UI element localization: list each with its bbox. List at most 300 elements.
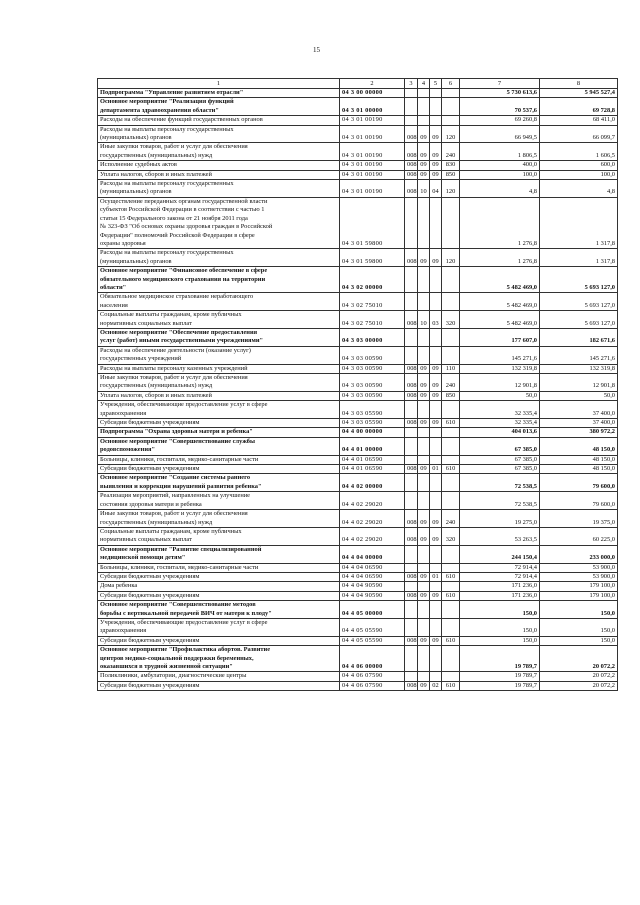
header-cell: 2	[340, 79, 405, 89]
subsection-code-cell	[430, 437, 442, 455]
subsection-code-cell: 09	[430, 374, 442, 392]
subsection-code-cell	[430, 197, 442, 248]
expense-type-cell: 610	[442, 681, 460, 690]
table-row	[98, 527, 618, 545]
expense-type-cell: 120	[442, 125, 460, 143]
ministry-code-cell	[405, 428, 418, 437]
item-name-cell: Основное мероприятие "Развитие специализированной медицинской помощи детям"	[98, 545, 340, 563]
item-name-cell: Уплата налогов, сборов и иных платежей	[98, 170, 340, 179]
amount-year1-cell: 67 385,0	[460, 437, 540, 455]
table-row	[98, 125, 618, 143]
subsection-code-cell: 09	[430, 249, 442, 267]
item-name-cell: Основное мероприятие "Реализация функций департамента здравоохранения области"	[98, 98, 340, 116]
item-name-cell: Обязательное медицинское страхование неработающего населения	[98, 293, 340, 311]
item-code-cell: 04 4 04 90590	[340, 582, 405, 591]
item-name-cell: Основное мероприятие "Совершенствование службы родовспоможения"	[98, 437, 340, 455]
item-name-cell: Субсидии бюджетным учреждениям	[98, 591, 340, 600]
item-name-cell: Подпрограмма "Охрана здоровья матери и ребенка"	[98, 428, 340, 437]
subsection-code-cell	[430, 293, 442, 311]
expense-type-cell	[442, 98, 460, 116]
item-name-cell: Поликлиники, амбулатории, диагностические центры	[98, 672, 340, 681]
ministry-code-cell: 008	[405, 391, 418, 400]
ministry-code-cell: 008	[405, 681, 418, 690]
section-code-cell	[418, 346, 430, 364]
subsection-code-cell	[430, 545, 442, 563]
item-name-cell: Основное мероприятие "Финансовое обеспечение в сфере обязательного медицинского страхования на территории области"	[98, 267, 340, 293]
item-name-cell: Социальные выплаты гражданам, кроме публичных нормативных социальных выплат	[98, 527, 340, 545]
item-code-cell: 04 3 02 75010	[340, 311, 405, 329]
item-name-cell: Основное мероприятие "Совершенствование методов борьбы с вертикальной передачей ВИЧ от матери к плоду"	[98, 601, 340, 619]
expense-type-cell	[442, 437, 460, 455]
ministry-code-cell: 008	[405, 419, 418, 428]
ministry-code-cell: 008	[405, 170, 418, 179]
header-cell: 4	[418, 79, 430, 89]
item-code-cell: 04 3 03 00590	[340, 374, 405, 392]
item-code-cell: 04 3 03 00590	[340, 364, 405, 373]
section-code-cell	[418, 267, 430, 293]
amount-year1-cell: 171 236,0	[460, 582, 540, 591]
amount-year2-cell: 1 606,5	[540, 143, 618, 161]
table-row	[98, 249, 618, 267]
amount-year2-cell: 79 600,0	[540, 492, 618, 510]
item-code-cell: 04 3 01 00190	[340, 161, 405, 170]
item-code-cell: 04 3 02 00000	[340, 267, 405, 293]
subsection-code-cell: 09	[430, 419, 442, 428]
item-code-cell: 04 4 04 00000	[340, 545, 405, 563]
amount-year2-cell: 20 072,2	[540, 681, 618, 690]
ministry-code-cell	[405, 293, 418, 311]
amount-year2-cell: 12 901,8	[540, 374, 618, 392]
table-row	[98, 89, 618, 98]
expense-type-cell	[442, 455, 460, 464]
item-code-cell: 04 4 04 06590	[340, 572, 405, 581]
table-row	[98, 170, 618, 179]
table-row	[98, 582, 618, 591]
header-cell: 8	[540, 79, 618, 89]
item-code-cell: 04 3 03 05590	[340, 419, 405, 428]
amount-year1-cell: 150,0	[460, 636, 540, 645]
amount-year2-cell: 20 072,2	[540, 646, 618, 672]
ministry-code-cell	[405, 437, 418, 455]
item-name-cell: Основное мероприятие "Создание системы раннего выявления и коррекции нарушений развития ребенка"	[98, 474, 340, 492]
amount-year2-cell: 150,0	[540, 601, 618, 619]
amount-year2-cell: 100,0	[540, 170, 618, 179]
expense-type-cell: 240	[442, 510, 460, 528]
item-code-cell: 04 4 01 00000	[340, 437, 405, 455]
item-name-cell: Осуществление переданных органам государственной власти субъектов Российской Федерации в соответствии с частью 1 статьи 15 Федерального закона от 21 ноября 2011 года № 323-ФЗ "Об основах охраны здоровья граждан в Российской Федерации" полномочий Российской Федерации в сфере охраны здоровья	[98, 197, 340, 248]
expense-type-cell	[442, 89, 460, 98]
item-name-cell: Реализация мероприятий, направленных на улучшение состояния здоровья матери и ребенка	[98, 492, 340, 510]
ministry-code-cell: 008	[405, 364, 418, 373]
item-code-cell: 04 4 02 29020	[340, 510, 405, 528]
table-row	[98, 428, 618, 437]
item-name-cell: Расходы на выплаты персоналу государственных (муниципальных) органов	[98, 249, 340, 267]
subsection-code-cell: 09	[430, 391, 442, 400]
amount-year1-cell: 4,8	[460, 180, 540, 198]
amount-year2-cell: 53 900,0	[540, 563, 618, 572]
section-code-cell	[418, 474, 430, 492]
expense-type-cell	[442, 601, 460, 619]
amount-year1-cell: 1 806,5	[460, 143, 540, 161]
section-code-cell	[418, 582, 430, 591]
expense-type-cell: 120	[442, 180, 460, 198]
subsection-code-cell	[430, 328, 442, 346]
expense-type-cell	[442, 563, 460, 572]
item-code-cell: 04 4 05 00000	[340, 601, 405, 619]
item-code-cell: 04 3 01 59800	[340, 249, 405, 267]
subsection-code-cell	[430, 672, 442, 681]
table-row	[98, 545, 618, 563]
table-row	[98, 572, 618, 581]
table-row	[98, 328, 618, 346]
ministry-code-cell: 008	[405, 572, 418, 581]
ministry-code-cell	[405, 197, 418, 248]
item-name-cell: Субсидии бюджетным учреждениям	[98, 465, 340, 474]
section-code-cell	[418, 197, 430, 248]
table-row	[98, 492, 618, 510]
subsection-code-cell: 01	[430, 465, 442, 474]
section-code-cell: 09	[418, 419, 430, 428]
item-name-cell: Дома ребенка	[98, 582, 340, 591]
section-code-cell: 09	[418, 374, 430, 392]
expense-type-cell	[442, 474, 460, 492]
ministry-code-cell	[405, 455, 418, 464]
section-code-cell	[418, 428, 430, 437]
ministry-code-cell	[405, 328, 418, 346]
subsection-code-cell	[430, 601, 442, 619]
table-row	[98, 197, 618, 248]
table-row	[98, 401, 618, 419]
section-code-cell: 09	[418, 572, 430, 581]
amount-year1-cell: 132 319,8	[460, 364, 540, 373]
section-code-cell	[418, 437, 430, 455]
amount-year1-cell: 400,0	[460, 161, 540, 170]
item-name-cell: Субсидии бюджетным учреждениям	[98, 681, 340, 690]
subsection-code-cell	[430, 492, 442, 510]
ministry-code-cell	[405, 563, 418, 572]
item-code-cell: 04 4 01 06590	[340, 465, 405, 474]
section-code-cell	[418, 601, 430, 619]
amount-year2-cell: 48 150,0	[540, 455, 618, 464]
amount-year1-cell: 404 013,6	[460, 428, 540, 437]
expense-type-cell: 120	[442, 249, 460, 267]
subsection-code-cell: 02	[430, 681, 442, 690]
amount-year1-cell: 12 901,8	[460, 374, 540, 392]
table-row	[98, 591, 618, 600]
table-row	[98, 364, 618, 373]
section-code-cell: 09	[418, 465, 430, 474]
table-row	[98, 180, 618, 198]
expense-type-cell	[442, 672, 460, 681]
item-name-cell: Субсидии бюджетным учреждениям	[98, 419, 340, 428]
amount-year2-cell: 5 693 127,0	[540, 267, 618, 293]
table-row	[98, 293, 618, 311]
expense-type-cell	[442, 328, 460, 346]
header-cell: 6	[442, 79, 460, 89]
table-row	[98, 455, 618, 464]
amount-year2-cell: 48 150,0	[540, 465, 618, 474]
section-code-cell: 09	[418, 681, 430, 690]
table-row	[98, 601, 618, 619]
amount-year1-cell: 66 949,5	[460, 125, 540, 143]
amount-year1-cell: 171 236,0	[460, 591, 540, 600]
item-name-cell: Расходы на выплаты персоналу государственных (муниципальных) органов	[98, 125, 340, 143]
section-code-cell: 09	[418, 636, 430, 645]
subsection-code-cell: 09	[430, 591, 442, 600]
item-name-cell: Больницы, клиники, госпитали, медико-санитарные части	[98, 563, 340, 572]
ministry-code-cell	[405, 89, 418, 98]
amount-year2-cell: 53 900,0	[540, 572, 618, 581]
amount-year1-cell: 72 538,5	[460, 492, 540, 510]
amount-year1-cell: 5 482 469,0	[460, 267, 540, 293]
table-row	[98, 143, 618, 161]
section-code-cell: 09	[418, 161, 430, 170]
amount-year1-cell: 5 730 613,6	[460, 89, 540, 98]
table-row	[98, 465, 618, 474]
ministry-code-cell	[405, 582, 418, 591]
expense-type-cell	[442, 618, 460, 636]
item-code-cell: 04 4 05 05590	[340, 618, 405, 636]
subsection-code-cell: 09	[430, 125, 442, 143]
amount-year2-cell: 37 400,0	[540, 401, 618, 419]
subsection-code-cell	[430, 428, 442, 437]
item-name-cell: Субсидии бюджетным учреждениям	[98, 636, 340, 645]
item-code-cell: 04 4 02 29020	[340, 492, 405, 510]
ministry-code-cell	[405, 646, 418, 672]
amount-year2-cell: 179 100,0	[540, 582, 618, 591]
amount-year1-cell: 67 385,0	[460, 465, 540, 474]
table-row	[98, 646, 618, 672]
table-row	[98, 419, 618, 428]
amount-year2-cell: 4,8	[540, 180, 618, 198]
section-code-cell	[418, 618, 430, 636]
item-name-cell: Расходы на обеспечение функций государственных органов	[98, 116, 340, 125]
amount-year1-cell: 150,0	[460, 601, 540, 619]
item-code-cell: 04 4 02 00000	[340, 474, 405, 492]
expense-type-cell: 240	[442, 143, 460, 161]
amount-year2-cell: 5 693 127,0	[540, 311, 618, 329]
expense-type-cell: 110	[442, 364, 460, 373]
table-row	[98, 346, 618, 364]
subsection-code-cell: 04	[430, 180, 442, 198]
expense-type-cell	[442, 582, 460, 591]
section-code-cell: 09	[418, 125, 430, 143]
table-row	[98, 374, 618, 392]
item-code-cell: 04 3 01 00000	[340, 98, 405, 116]
amount-year2-cell: 182 671,6	[540, 328, 618, 346]
expense-type-cell: 610	[442, 419, 460, 428]
item-name-cell: Учреждения, обеспечивающие предоставление услуг в сфере здравоохранения	[98, 618, 340, 636]
section-code-cell	[418, 545, 430, 563]
section-code-cell: 10	[418, 180, 430, 198]
table-row	[98, 474, 618, 492]
ministry-code-cell: 008	[405, 249, 418, 267]
ministry-code-cell	[405, 116, 418, 125]
amount-year1-cell: 32 335,4	[460, 401, 540, 419]
subsection-code-cell	[430, 474, 442, 492]
item-code-cell: 04 4 06 07590	[340, 681, 405, 690]
amount-year1-cell: 70 537,6	[460, 98, 540, 116]
item-code-cell: 04 4 02 29020	[340, 527, 405, 545]
expense-type-cell	[442, 116, 460, 125]
expense-type-cell: 830	[442, 161, 460, 170]
expense-type-cell	[442, 197, 460, 248]
amount-year2-cell: 179 100,0	[540, 591, 618, 600]
header-cell: 7	[460, 79, 540, 89]
section-code-cell: 09	[418, 364, 430, 373]
item-code-cell: 04 3 01 00190	[340, 170, 405, 179]
amount-year2-cell: 60 225,0	[540, 527, 618, 545]
expense-type-cell	[442, 646, 460, 672]
ministry-code-cell: 008	[405, 125, 418, 143]
section-code-cell: 09	[418, 170, 430, 179]
expense-type-cell: 850	[442, 391, 460, 400]
section-code-cell: 09	[418, 249, 430, 267]
amount-year2-cell: 233 000,0	[540, 545, 618, 563]
item-code-cell: 04 3 02 75010	[340, 293, 405, 311]
expense-type-cell	[442, 545, 460, 563]
header-cell: 3	[405, 79, 418, 89]
section-code-cell	[418, 646, 430, 672]
amount-year2-cell: 66 099,7	[540, 125, 618, 143]
subsection-code-cell	[430, 582, 442, 591]
amount-year2-cell: 380 972,2	[540, 428, 618, 437]
item-code-cell: 04 3 01 00190	[340, 125, 405, 143]
subsection-code-cell: 03	[430, 311, 442, 329]
ministry-code-cell: 008	[405, 510, 418, 528]
amount-year1-cell: 19 789,7	[460, 672, 540, 681]
expense-type-cell: 610	[442, 465, 460, 474]
subsection-code-cell: 09	[430, 170, 442, 179]
item-name-cell: Иные закупки товаров, работ и услуг для обеспечения государственных (муниципальных) нужд	[98, 510, 340, 528]
table-row	[98, 510, 618, 528]
item-name-cell: Уплата налогов, сборов и иных платежей	[98, 391, 340, 400]
ministry-code-cell	[405, 98, 418, 116]
expense-type-cell: 610	[442, 591, 460, 600]
amount-year2-cell: 20 072,2	[540, 672, 618, 681]
table-row	[98, 563, 618, 572]
item-code-cell: 04 3 03 00590	[340, 391, 405, 400]
table-row	[98, 681, 618, 690]
expense-type-cell: 240	[442, 374, 460, 392]
ministry-code-cell	[405, 618, 418, 636]
table-row	[98, 391, 618, 400]
ministry-code-cell: 008	[405, 465, 418, 474]
item-code-cell: 04 4 06 07590	[340, 672, 405, 681]
ministry-code-cell: 008	[405, 180, 418, 198]
amount-year2-cell: 132 319,8	[540, 364, 618, 373]
item-code-cell: 04 4 00 00000	[340, 428, 405, 437]
item-name-cell: Основное мероприятие "Обеспечение предоставления услуг (работ) иными государственными учреждениями"	[98, 328, 340, 346]
expense-type-cell	[442, 401, 460, 419]
subsection-code-cell	[430, 346, 442, 364]
item-code-cell: 04 3 03 00000	[340, 328, 405, 346]
item-code-cell: 04 3 01 59800	[340, 197, 405, 248]
ministry-code-cell: 008	[405, 591, 418, 600]
subsection-code-cell	[430, 401, 442, 419]
amount-year2-cell: 600,0	[540, 161, 618, 170]
item-code-cell: 04 4 05 05590	[340, 636, 405, 645]
amount-year2-cell: 1 317,8	[540, 197, 618, 248]
section-code-cell	[418, 328, 430, 346]
subsection-code-cell	[430, 646, 442, 672]
subsection-code-cell	[430, 563, 442, 572]
amount-year2-cell: 1 317,8	[540, 249, 618, 267]
section-code-cell	[418, 672, 430, 681]
subsection-code-cell: 09	[430, 143, 442, 161]
section-code-cell: 10	[418, 311, 430, 329]
item-name-cell: Социальные выплаты гражданам, кроме публичных нормативных социальных выплат	[98, 311, 340, 329]
amount-year2-cell: 79 600,0	[540, 474, 618, 492]
section-code-cell: 09	[418, 143, 430, 161]
item-name-cell: Расходы на обеспечение деятельности (оказание услуг) государственных учреждений	[98, 346, 340, 364]
expense-type-cell: 610	[442, 572, 460, 581]
ministry-code-cell: 008	[405, 636, 418, 645]
amount-year1-cell: 100,0	[460, 170, 540, 179]
amount-year2-cell: 37 400,0	[540, 419, 618, 428]
ministry-code-cell: 008	[405, 143, 418, 161]
header-cell: 1	[98, 79, 340, 89]
table-row	[98, 98, 618, 116]
section-code-cell: 09	[418, 591, 430, 600]
amount-year1-cell: 50,0	[460, 391, 540, 400]
ministry-code-cell: 008	[405, 527, 418, 545]
expense-type-cell: 320	[442, 527, 460, 545]
amount-year2-cell: 5 693 127,0	[540, 293, 618, 311]
item-name-cell: Расходы на выплаты персоналу казенных учреждений	[98, 364, 340, 373]
item-name-cell: Учреждения, обеспечивающие предоставление услуг в сфере здравоохранения	[98, 401, 340, 419]
item-name-cell: Иные закупки товаров, работ и услуг для обеспечения государственных (муниципальных) нужд	[98, 143, 340, 161]
section-code-cell	[418, 116, 430, 125]
section-code-cell	[418, 98, 430, 116]
ministry-code-cell	[405, 474, 418, 492]
subsection-code-cell	[430, 98, 442, 116]
item-name-cell: Субсидии бюджетным учреждениям	[98, 572, 340, 581]
table-row	[98, 618, 618, 636]
amount-year1-cell: 19 789,7	[460, 681, 540, 690]
item-code-cell: 04 3 03 05590	[340, 401, 405, 419]
ministry-code-cell	[405, 492, 418, 510]
section-code-cell	[418, 401, 430, 419]
amount-year1-cell: 150,0	[460, 618, 540, 636]
section-code-cell: 09	[418, 391, 430, 400]
item-code-cell: 04 4 06 00000	[340, 646, 405, 672]
expense-type-cell	[442, 346, 460, 364]
table-row	[98, 672, 618, 681]
subsection-code-cell: 09	[430, 527, 442, 545]
expense-type-cell: 320	[442, 311, 460, 329]
table-row	[98, 636, 618, 645]
ministry-code-cell	[405, 346, 418, 364]
amount-year1-cell: 72 538,5	[460, 474, 540, 492]
table-row	[98, 116, 618, 125]
table-header-row	[98, 79, 618, 89]
ministry-code-cell	[405, 601, 418, 619]
item-code-cell: 04 4 04 90590	[340, 591, 405, 600]
table-row	[98, 311, 618, 329]
item-code-cell: 04 3 01 00190	[340, 180, 405, 198]
amount-year1-cell: 67 385,0	[460, 455, 540, 464]
header-cell: 5	[430, 79, 442, 89]
page-number: 15	[313, 46, 320, 54]
ministry-code-cell	[405, 545, 418, 563]
amount-year2-cell: 145 271,6	[540, 346, 618, 364]
budget-table	[97, 78, 618, 691]
subsection-code-cell: 09	[430, 161, 442, 170]
section-code-cell	[418, 492, 430, 510]
amount-year2-cell: 68 411,0	[540, 116, 618, 125]
ministry-code-cell: 008	[405, 311, 418, 329]
